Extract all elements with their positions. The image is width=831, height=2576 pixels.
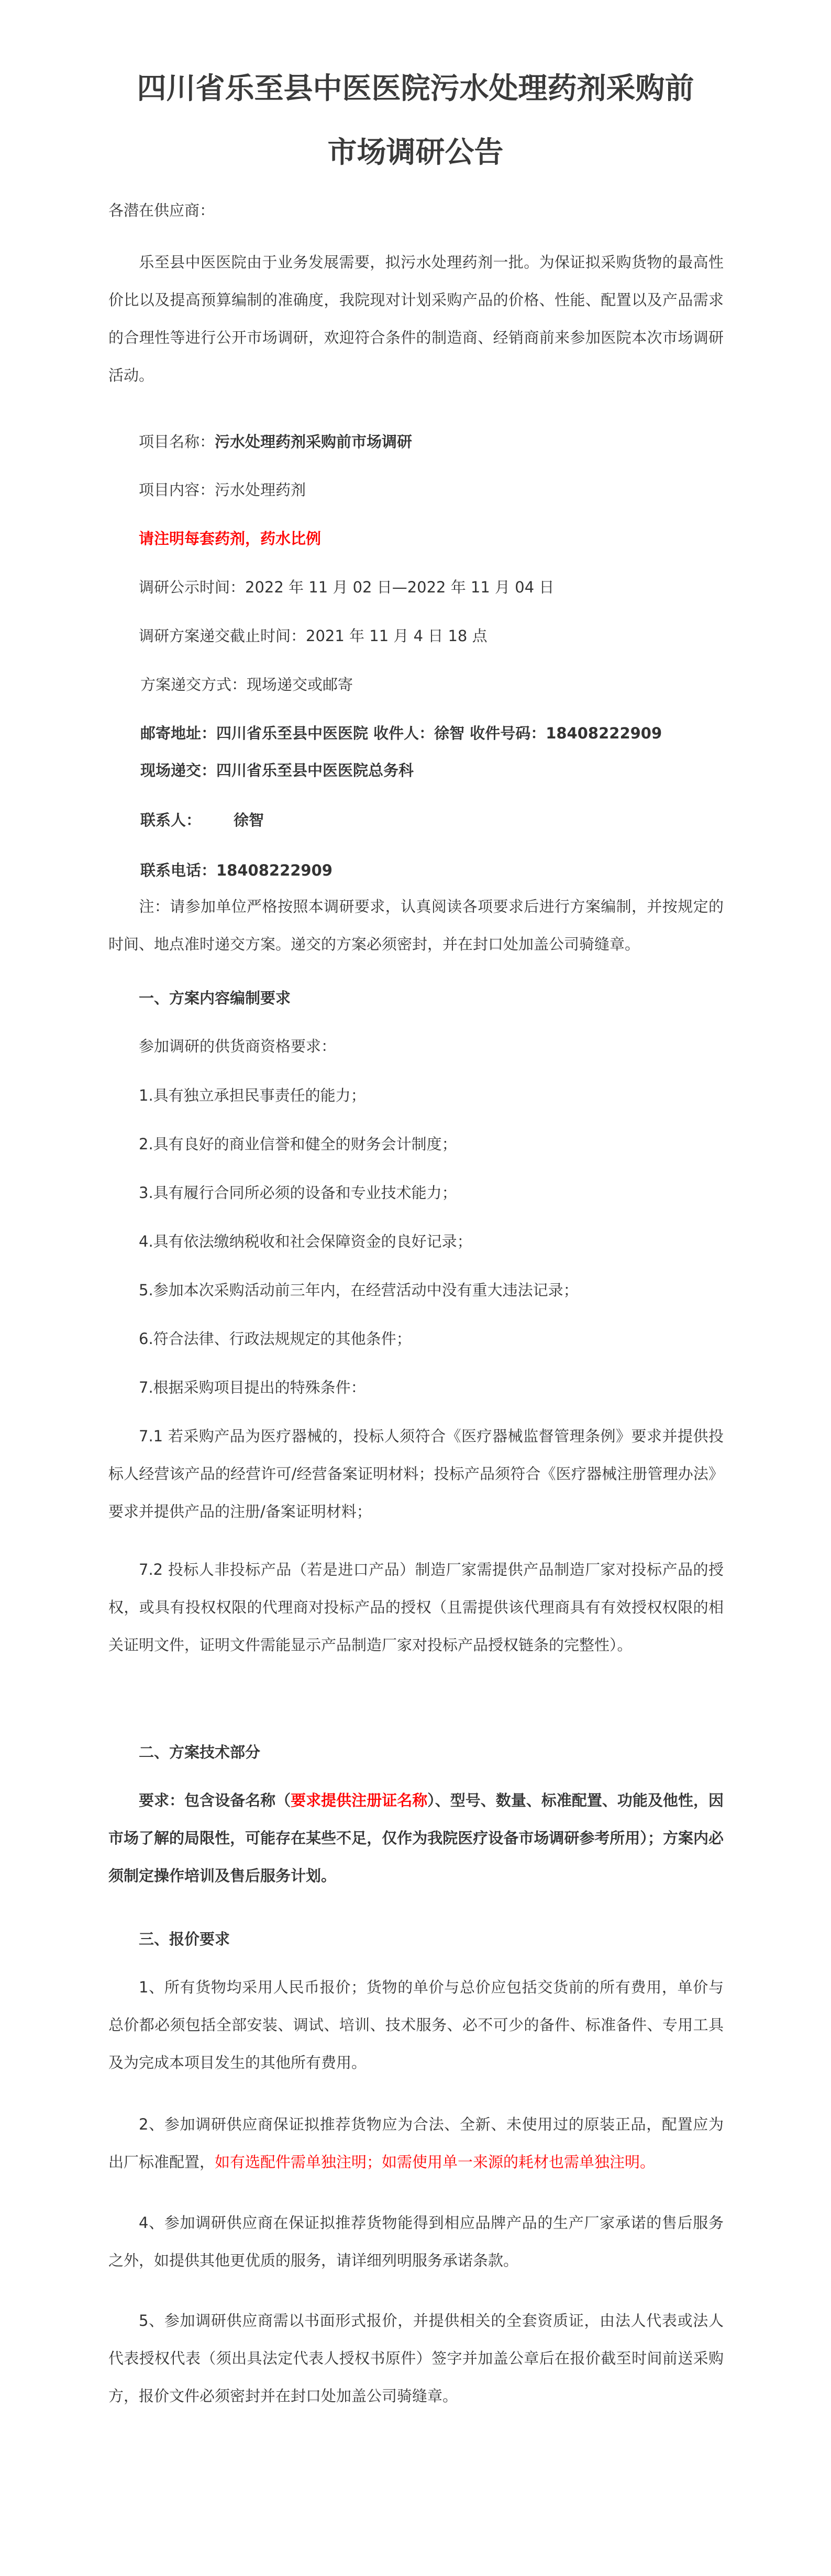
paragraph-7-2-text: 7.2 投标人非投标产品（若是进口产品）制造厂家需提供产品制造厂家对投标产品的授权，或具有投权权限的代理商对投标产品的授权（且需提供该代理商具有有效授权权限的相关证明文件，证明文件需能显示产品制造厂家对投标产品授权链条的完整性）。: [108, 1561, 724, 1654]
onsite-submission-line: 现场递交：四川省乐至县中医医院总务科: [140, 761, 414, 779]
project-name-label: 项目名称：: [139, 433, 215, 451]
price-paragraph-1: [108, 1968, 724, 2081]
contact-phone: 联系电话：18408222909: [140, 861, 333, 879]
price-paragraph-4-text: 4、参加调研供应商在保证拟推荐货物能得到相应品牌产品的生产厂家承诺的售后服务之外，如提供其他更优质的服务，请详细列明服务承诺条款。: [108, 2214, 724, 2269]
tech-req-part-b: ）、型号、数量、标准配置、功能及他性，因市场了解的局限性，可能存在某些不足，仅作为我院医疗设备市场调研参考所用）；方案内必须制定操作培训及售后服务计划。: [108, 1791, 724, 1885]
greeting: 各潜在供应商：: [108, 201, 215, 219]
contact-value: 徐智: [234, 811, 264, 829]
project-content-label: 项目内容：: [139, 481, 215, 499]
price-paragraph-5: [108, 2302, 724, 2415]
paragraph-7-1-text: 7.1 若采购产品为医疗器械的，投标人须符合《医疗器械监督管理条例》要求并提供投标人经营该产品的经营许可/经营备案证明材料；投标产品须符合《医疗器械注册管理办法》要求并提供产品的注册/备案证明材料；: [108, 1427, 724, 1520]
note-text: 注：请参加单位严格按照本调研要求，认真阅读各项要求后进行方案编制，并按规定的时间、地点准时递交方案。递交的方案必须密封，并在封口处加盖公司骑缝章。: [108, 898, 724, 953]
requirement-item-7: 7.根据采购项目提出的特殊条件：: [139, 1379, 366, 1396]
page-title-line-2: 市场调研公告: [327, 136, 504, 170]
section-1-heading: 一、方案内容编制要求: [139, 989, 291, 1007]
price-paragraph-4: [108, 2204, 724, 2279]
requirement-item-5: 5.参加本次采购活动前三年内，在经营活动中没有重大违法记录；: [139, 1281, 579, 1299]
price-paragraph-2: [108, 2105, 724, 2181]
section-3-heading: 三、报价要求: [139, 1930, 230, 1948]
qualification-lead: 参加调研的供货商资格要求：: [139, 1037, 337, 1055]
page-title-line-1: 四川省乐至县中医医院污水处理药剂采购前: [137, 72, 694, 106]
price-paragraph-5-text: 5、参加调研供应商需以书面形式报价，并提供相关的全套资质证，由法人代表或法人代表授权代表（须出具法定代表人授权书原件）签字并加盖公章后在报价截至时间前送采购方，报价文件必须密封并在封口处加盖公司骑缝章。: [108, 2312, 724, 2405]
mail-address-line: 邮寄地址：四川省乐至县中医医院 收件人：徐智 收件号码：18408222909: [140, 724, 662, 742]
submission-method: 方案递交方式：现场递交或邮寄: [140, 676, 353, 693]
paragraph-7-1: [108, 1417, 724, 1530]
paragraph-7-2: [108, 1551, 724, 1664]
submission-deadline: 调研方案递交截止时间：2021 年 11 月 4 日 18 点: [139, 627, 487, 645]
requirement-item-2: 2.具有良好的商业信誉和健全的财务会计制度；: [139, 1135, 457, 1153]
price-paragraph-1-text: 1、所有货物均采用人民币报价；货物的单价与总价应包括交货前的所有费用，单价与总价都必须包括全部安装、调试、培训、技术服务、必不可少的备件、标准备件、专用工具及为完成本项目发生的其他所有费用。: [108, 1978, 724, 2071]
tech-req-red: 要求提供注册证名称: [291, 1791, 428, 1809]
project-content-value: 污水处理药剂: [215, 481, 306, 499]
tech-req-part-a: 要求：包含设备名称（: [139, 1791, 291, 1809]
price-paragraph-2-red: 如有选配件需单独注明；如需使用单一来源的耗材也需单独注明。: [215, 2153, 656, 2171]
requirement-item-3: 3.具有履行合同所必须的设备和专业技术能力；: [139, 1184, 457, 1202]
project-name-value: 污水处理药剂采购前市场调研: [215, 433, 413, 451]
intro-text: 乐至县中医医院由于业务发展需要，拟污水处理药剂一批。为保证拟采购货物的最高性价比以及提高预算编制的准确度，我院现对计划采购产品的价格、性能、配置以及产品需求的合理性等进行公开市场调研，欢迎符合条件的制造商、经销商前来参加医院本次市场调研活动。: [108, 253, 724, 384]
requirement-item-6: 6.符合法律、行政法规规定的其他条件；: [139, 1330, 412, 1348]
requirement-item-1: 1.具有独立承担民事责任的能力；: [139, 1087, 366, 1104]
project-content: [139, 483, 754, 498]
contact-label: 联系人：: [140, 811, 202, 829]
requirement-item-4: 4.具有依法缴纳税收和社会保障资金的良好记录；: [139, 1233, 472, 1250]
contact-person: [140, 813, 756, 828]
note-paragraph: [108, 888, 724, 963]
survey-period: 调研公示时间：2022 年 11 月 02 日—2022 年 11 月 04 日: [139, 578, 555, 596]
section-2-heading: 二、方案技术部分: [139, 1743, 261, 1761]
price-paragraph-2-text: 2、参加调研供应商保证拟推荐货物应为合法、全新、未使用过的原装正品，配置应为出厂标准配置，: [108, 2115, 724, 2171]
project-name: [139, 434, 754, 450]
red-notice: 请注明每套药剂，药水比例: [139, 530, 322, 547]
intro-paragraph: [108, 243, 724, 394]
technical-requirement: [108, 1782, 724, 1895]
